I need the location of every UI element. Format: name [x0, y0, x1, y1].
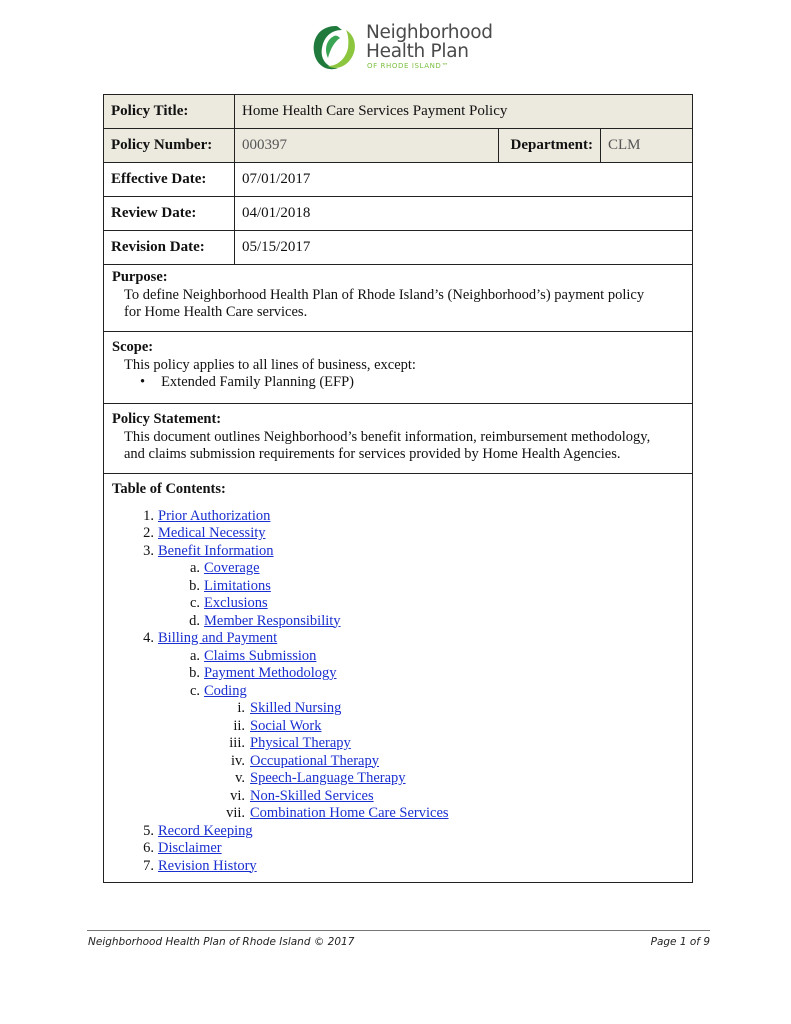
toc-link-physical-therapy[interactable]: Physical Therapy [250, 735, 351, 751]
scope-list-item [140, 374, 684, 392]
toc-link-record-keeping[interactable]: Record Keeping [158, 822, 253, 839]
toc-item-number: d. [189, 612, 200, 629]
toc-link-benefit-information[interactable]: Benefit Information [158, 542, 274, 559]
policy-title-value: Home Health Care Services Payment Policy [235, 95, 693, 129]
toc-item-number: a. [189, 647, 200, 664]
toc-item-number: 5. [143, 822, 154, 839]
policy-statement-line-2: and claims submission requirements for services provided by Home Health Agencies. [124, 446, 621, 462]
revision-date-value: 05/15/2017 [235, 231, 693, 265]
toc-item[interactable] [112, 543, 684, 561]
department-value: CLM [601, 129, 693, 163]
toc-item-number: ii. [233, 717, 245, 734]
footer-copyright: Neighborhood Health Plan of Rhode Island © 2017 [88, 936, 355, 948]
toc-link-medical-necessity[interactable]: Medical Necessity [158, 525, 266, 541]
toc-link-non-skilled-services[interactable]: Non-Skilled Services [250, 787, 374, 804]
toc-item-number: 7. [143, 857, 154, 874]
toc-item-number: a. [189, 560, 200, 576]
toc-item[interactable] [112, 595, 684, 613]
toc-link-combination-home-care-services[interactable]: Combination Home Care Services [250, 805, 449, 821]
review-date-label: Review Date: [104, 197, 235, 231]
review-date-value: 04/01/2018 [235, 197, 693, 231]
toc-item-number: 1. [143, 507, 154, 524]
revision-date-label: Revision Date: [104, 231, 235, 265]
toc-link-payment-methodology[interactable]: Payment Methodology [204, 665, 337, 681]
effective-date-label: Effective Date: [104, 163, 235, 197]
toc-heading: Table of Contents: [112, 481, 226, 497]
scope-item-text: Extended Family Planning (EFP) [161, 374, 354, 390]
toc-item[interactable] [112, 665, 684, 683]
toc-item[interactable] [112, 630, 684, 648]
toc-list [112, 508, 684, 876]
toc-item[interactable] [112, 858, 684, 876]
toc-item[interactable] [112, 613, 684, 631]
toc-item[interactable] [112, 578, 684, 596]
toc-link-prior-authorization[interactable]: Prior Authorization [158, 507, 271, 524]
toc-link-exclusions[interactable]: Exclusions [204, 595, 268, 611]
policy-statement-heading: Policy Statement: [112, 411, 222, 427]
effective-date-value: 07/01/2017 [235, 163, 693, 197]
toc-item-number: 3. [143, 542, 154, 559]
toc-item[interactable] [112, 718, 684, 736]
policy-statement-section [103, 404, 693, 474]
toc-link-coding[interactable]: Coding [204, 682, 247, 699]
toc-item[interactable] [112, 735, 684, 753]
toc-item[interactable] [112, 770, 684, 788]
policy-statement-line-1: This document outlines Neighborhood’s benefit information, reimbursement methodology, [124, 428, 651, 445]
toc-link-revision-history[interactable]: Revision History [158, 857, 257, 874]
toc-item[interactable] [112, 788, 684, 806]
toc-link-billing-and-payment[interactable]: Billing and Payment [158, 630, 278, 646]
policy-number-label: Policy Number: [104, 129, 235, 163]
toc-link-disclaimer[interactable]: Disclaimer [158, 840, 222, 856]
toc-link-coverage[interactable]: Coverage [204, 560, 260, 576]
policy-title-row [104, 95, 693, 129]
toc-link-limitations[interactable]: Limitations [204, 577, 271, 594]
toc-link-claims-submission[interactable]: Claims Submission [204, 647, 317, 664]
toc-item-number: v. [235, 770, 245, 786]
bullet-icon: • [140, 374, 146, 390]
footer-divider [87, 930, 710, 931]
review-date-row [104, 197, 693, 231]
toc-item[interactable] [112, 683, 684, 701]
scope-heading: Scope: [112, 339, 154, 355]
revision-date-row [104, 231, 693, 265]
toc-item[interactable] [112, 648, 684, 666]
purpose-section [103, 262, 693, 332]
toc-item-number: vi. [230, 787, 245, 804]
leaf-logo-icon [306, 20, 362, 76]
logo-line-2: Health Plan [366, 41, 469, 62]
effective-date-row [104, 163, 693, 197]
toc-item-number: b. [189, 577, 200, 594]
toc-item[interactable] [112, 753, 684, 771]
policy-number-row [104, 129, 693, 163]
scope-text: This policy applies to all lines of business, except: [124, 356, 416, 373]
purpose-heading: Purpose: [112, 269, 168, 285]
toc-item-number: c. [189, 682, 200, 699]
toc-item[interactable] [112, 805, 684, 823]
toc-link-occupational-therapy[interactable]: Occupational Therapy [250, 752, 379, 769]
policy-number-value: 000397 [235, 129, 499, 163]
toc-item[interactable] [112, 823, 684, 841]
toc-item-number: 6. [143, 840, 154, 856]
toc-item-number: 4. [143, 630, 154, 646]
toc-item[interactable] [112, 508, 684, 526]
toc-link-social-work[interactable]: Social Work [250, 717, 322, 734]
toc-item[interactable] [112, 525, 684, 543]
toc-item-number: b. [189, 665, 200, 681]
toc-item-number: vii. [226, 805, 245, 821]
toc-item-number: c. [189, 595, 200, 611]
toc-item-number: iii. [229, 735, 245, 751]
policy-title-label: Policy Title: [104, 95, 235, 129]
logo-line-1: Neighborhood [366, 22, 493, 43]
page-number: Page 1 of 9 [650, 936, 710, 948]
scope-section [103, 332, 693, 404]
purpose-text-line-2: for Home Health Care services. [124, 304, 308, 320]
toc-item-number: i. [237, 700, 245, 716]
department-label: Department: [499, 129, 601, 163]
toc-item[interactable] [112, 560, 684, 578]
toc-link-speech-language-therapy[interactable]: Speech-Language Therapy [250, 770, 406, 786]
toc-item-number: iv. [231, 752, 245, 769]
policy-info-table [103, 94, 693, 265]
purpose-text-line-1: To define Neighborhood Health Plan of Rhode Island’s (Neighborhood’s) payment policy [124, 286, 645, 303]
toc-item[interactable] [112, 840, 684, 858]
logo-subtitle: OF RHODE ISLAND™ [367, 62, 450, 70]
toc-link-skilled-nursing[interactable]: Skilled Nursing [250, 700, 342, 716]
toc-link-member-responsibility[interactable]: Member Responsibility [204, 612, 341, 629]
logo-name [366, 23, 493, 61]
toc-item[interactable] [112, 700, 684, 718]
toc-item-number: 2. [143, 525, 154, 541]
table-of-contents-section [103, 474, 693, 883]
logo [306, 20, 506, 76]
